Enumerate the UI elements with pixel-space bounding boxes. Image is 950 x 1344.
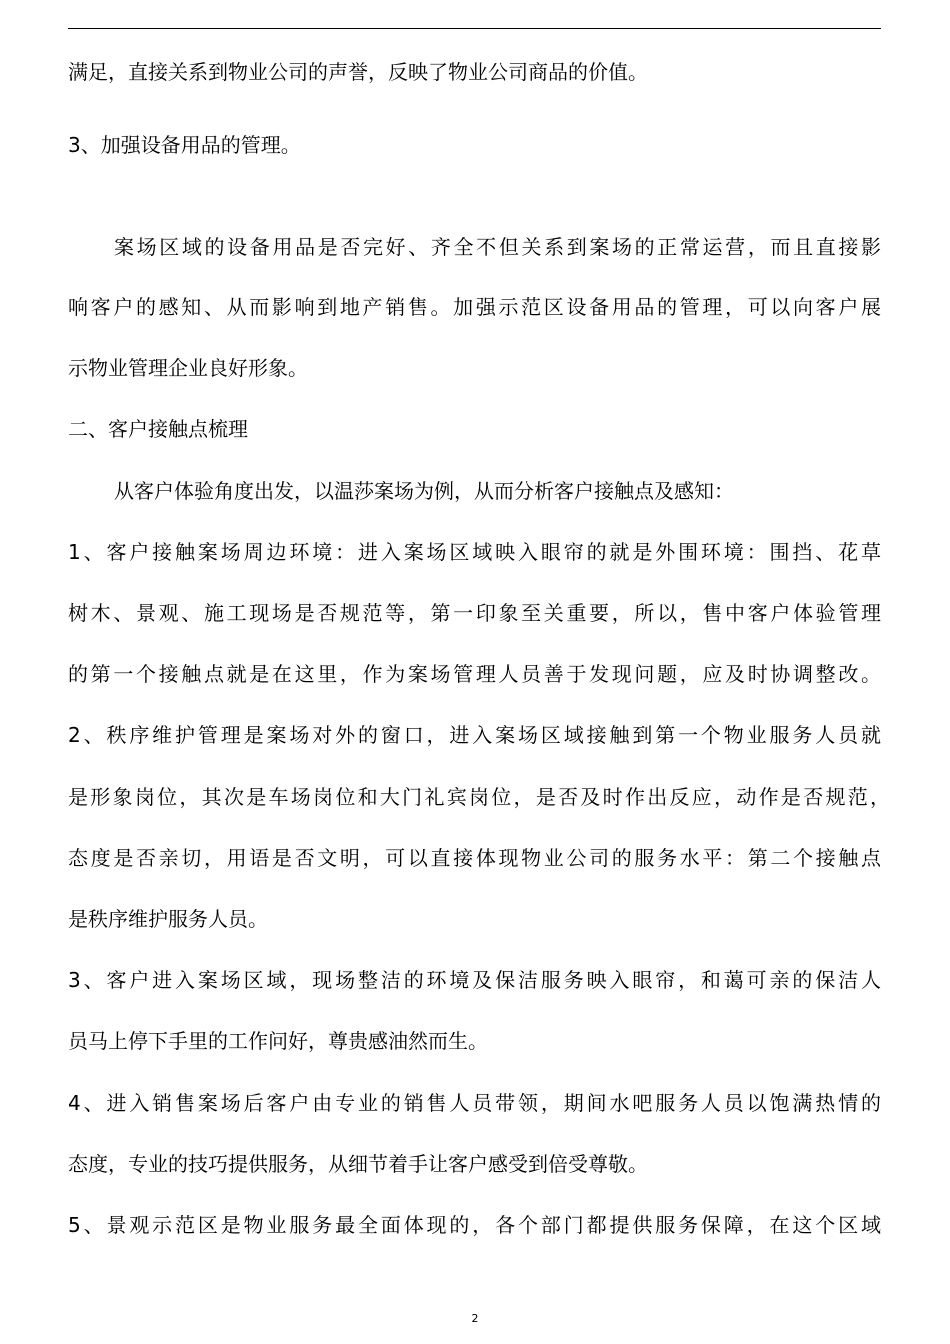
text-line: 员马上停下手里的工作问好，尊贵感油然而生。 xyxy=(68,1029,488,1053)
section-heading: 3、加强设备用品的管理。 xyxy=(68,133,301,157)
text-line: 的第一个接触点就是在这里，作为案场管理人员善于发现问题，应及时协调整改。 xyxy=(68,662,881,686)
text-line: 态度是否亲切，用语是否文明，可以直接体现物业公司的服务水平：第二个接触点 xyxy=(68,846,881,870)
text-line: 5、景观示范区是物业服务最全面体现的，各个部门都提供服务保障，在这个区域 xyxy=(68,1213,881,1237)
text-line: 3、客户进入案场区域，现场整洁的环境及保洁服务映入眼帘，和蔼可亲的保洁人 xyxy=(68,968,881,992)
text-line: 从客户体验角度出发，以温莎案场为例，从而分析客户接触点及感知： xyxy=(114,479,734,503)
text-line: 4、进入销售案场后客户由专业的销售人员带领，期间水吧服务人员以饱满热情的 xyxy=(68,1091,881,1115)
text-line: 是形象岗位，其次是车场岗位和大门礼宾岗位，是否及时作出反应，动作是否规范， xyxy=(68,785,890,809)
text-line: 态度，专业的技巧提供服务，从细节着手让客户感受到倍受尊敬。 xyxy=(68,1152,648,1176)
text-line: 1、客户接触案场周边环境：进入案场区域映入眼帘的就是外围环境：围挡、花草 xyxy=(68,540,881,564)
header-rule xyxy=(68,28,881,29)
text-line: 满足，直接关系到物业公司的声誉，反映了物业公司商品的价值。 xyxy=(68,60,648,84)
text-line: 响客户的感知、从而影响到地产销售。加强示范区设备用品的管理，可以向客户展 xyxy=(68,295,881,319)
text-line: 2、秩序维护管理是案场对外的窗口，进入案场区域接触到第一个物业服务人员就 xyxy=(68,723,881,747)
section-heading: 二、客户接触点梳理 xyxy=(68,417,248,441)
text-line: 树木、景观、施工现场是否规范等，第一印象至关重要，所以，售中客户体验管理 xyxy=(68,601,881,625)
text-line: 是秩序维护服务人员。 xyxy=(68,907,268,931)
text-line: 示物业管理企业良好形象。 xyxy=(68,356,308,380)
page-number: 2 xyxy=(471,1312,479,1325)
text-line: 案场区域的设备用品是否完好、齐全不但关系到案场的正常运营，而且直接影 xyxy=(114,235,881,259)
